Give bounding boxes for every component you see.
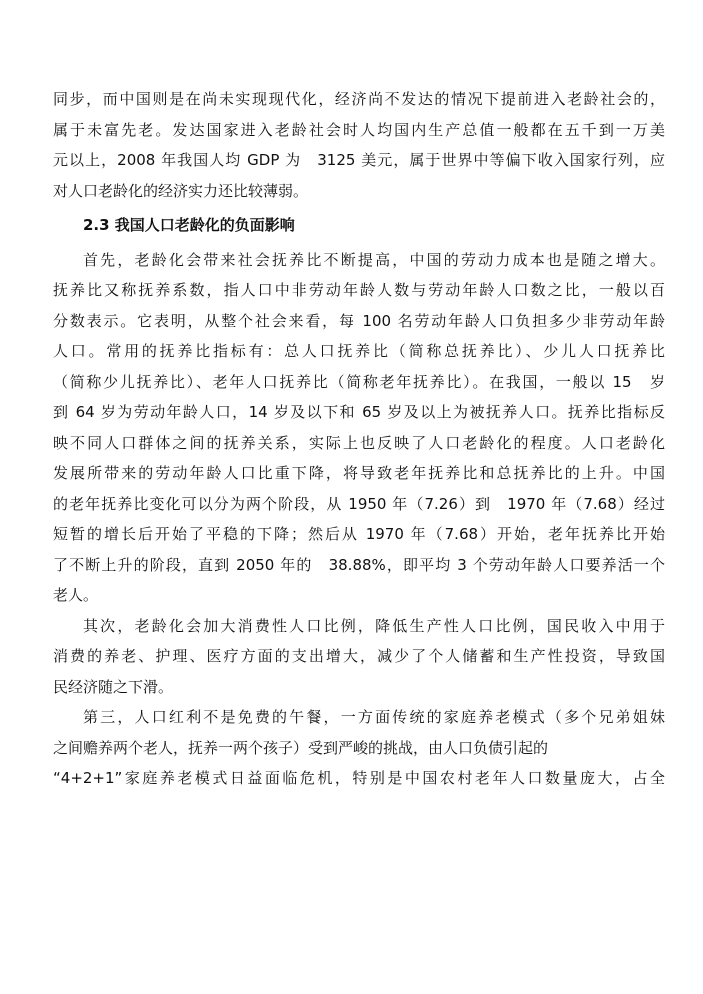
text-line: 首先，老龄化会带来社会抚养比不断提高，中国的劳动力成本也是随之增大。 [83,250,665,269]
paragraph-3 [53,611,665,703]
text-line: 老人。 [53,586,99,604]
text-line: 对人口老龄化的经济实力还比较薄弱。 [53,181,309,200]
text-line: 之间赡养两个老人，抚养一两个孩子）受到严峻的挑战，由人口负债引起的 [53,738,549,757]
text-line: （简称少儿抚养比）、老年人口抚养比（简称老年抚养比）。在我国，一般以 15 岁 [53,372,665,391]
text-line: 发展所带来的劳动年龄人口比重下降，将导致老年抚养比和总抚养比的上升。中国 [53,464,665,482]
text-line: 短暂的增长后开始了平稳的下降；然后从 1970 年（7.68）开始，老年抚养比开始 [53,525,665,543]
text-line: 抚养比又称抚养系数，指人口中非劳动年龄人数与劳动年龄人口数之比，一般以百 [53,281,665,299]
text-line: 元以上，2008 年我国人均 GDP 为 3125 美元，属于世界中等偏下收入国家行列，应 [53,151,665,169]
text-line: 分数表示。它表明，从整个社会来看，每 100 名劳动年龄人口负担多少非劳动年龄 [53,311,665,330]
paragraph-1 [53,84,665,206]
text-line: 消费的养老、护理、医疗方面的支出增大，减少了个人储蓄和生产性投资，导致国 [53,647,665,665]
section-heading: 2.3 我国人口老龄化的负面影响 [83,216,295,234]
text-line: 民经济随之下滑。 [53,677,174,696]
text-line: 到 64 岁为劳动年龄人口，14 岁及以下和 65 岁及以上为被抚养人口。抚养比指标反 [53,403,665,421]
text-line: 属于未富先老。发达国家进入老龄社会时人均国内生产总值一般都在五千到一万美 [53,120,665,139]
paragraph-4 [53,702,665,794]
text-line: 映不同人口群体之间的抚养关系，实际上也反映了人口老龄化的程度。人口老龄化 [53,433,665,452]
text-line: 其次，老龄化会加大消费性人口比例，降低生产性人口比例，国民收入中用于 [83,616,665,635]
text-line: 同步，而中国则是在尚未实现现代化，经济尚不发达的情况下提前进入老龄社会的， [53,90,665,108]
text-line: “4+2+1”家庭养老模式日益面临危机，特别是中国农村老年人口数量庞大，占全 [53,769,665,787]
paragraph-2 [53,245,665,611]
document-page [53,84,665,794]
text-line: 的老年抚养比变化可以分为两个阶段，从 1950 年（7.26）到 1970 年（7.68）经过 [53,494,665,513]
text-line: 人口。常用的抚养比指标有：总人口抚养比（简称总抚养比）、少儿人口抚养比 [53,342,665,360]
text-line: 第三，人口红利不是免费的午餐，一方面传统的家庭养老模式（多个兄弟姐妹 [83,708,665,726]
text-line: 了不断上升的阶段，直到 2050 年的 38.88%，即平均 3 个劳动年龄人口要养活一个 [53,555,665,574]
